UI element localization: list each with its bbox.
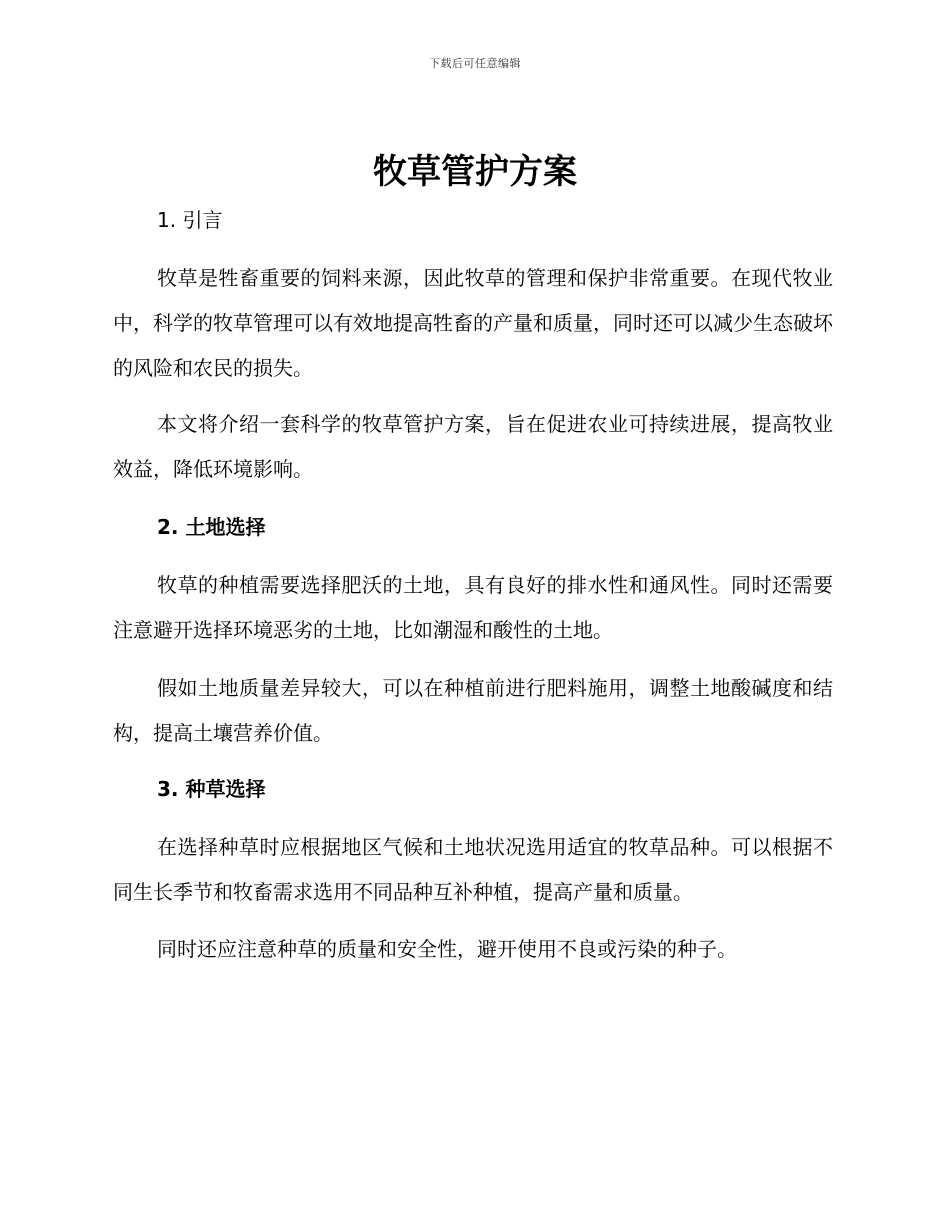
document-title: 牧草管护方案	[373, 152, 577, 192]
paragraph: 牧草的种植需要选择肥沃的土地，具有良好的排水性和通风性。同时还需要注意避开选择环境恶劣的土地，比如潮湿和酸性的土地。	[113, 573, 833, 642]
paragraph: 同时还应注意种草的质量和安全性，避开使用不良或污染的种子。	[157, 937, 737, 961]
paragraph: 在选择种草时应根据地区气候和土地状况选用适宜的牧草品种。可以根据不同生长季节和牧畜需求选用不同品种互补种植，提高产量和质量。	[113, 835, 833, 904]
header-note: 下载后可任意编辑	[429, 57, 521, 70]
section-heading-introduction: 1. 引言	[157, 208, 223, 232]
section-heading-grass-selection: 3. 种草选择	[157, 777, 266, 801]
paragraph: 假如土地质量差异较大，可以在种植前进行肥料施用，调整土地酸碱度和结构，提高土壤营养价值。	[113, 676, 833, 745]
section-heading-land-selection: 2. 土地选择	[157, 515, 266, 539]
paragraph: 本文将介绍一套科学的牧草管护方案，旨在促进农业可持续进展，提高牧业效益，降低环境影响。	[113, 412, 833, 481]
paragraph: 牧草是牲畜重要的饲料来源，因此牧草的管理和保护非常重要。在现代牧业中，科学的牧草管理可以有效地提高牲畜的产量和质量，同时还可以减少生态破坏的风险和农民的损失。	[113, 266, 833, 380]
